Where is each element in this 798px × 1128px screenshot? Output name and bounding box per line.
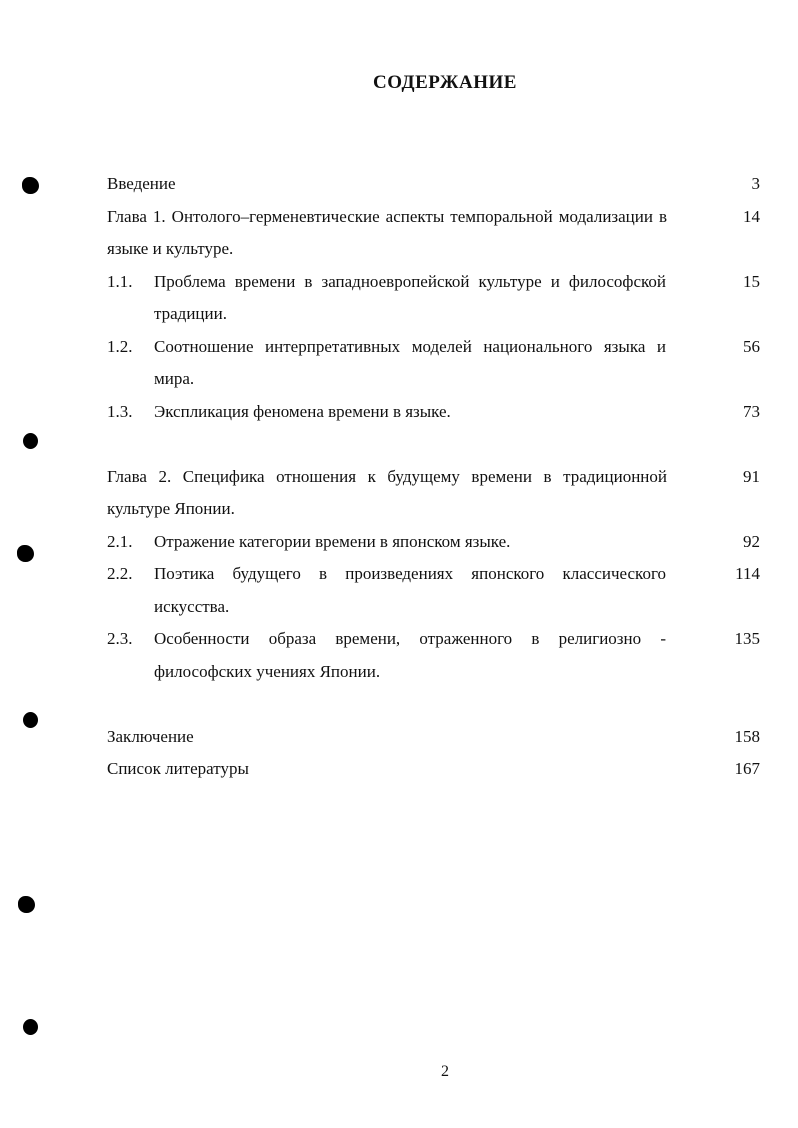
toc-entry-page: 73 — [743, 401, 760, 421]
toc-entry-text: Список литературы — [107, 759, 249, 778]
toc-entry-section-2-1 — [107, 526, 760, 559]
toc-entry-section-1-2 — [107, 331, 760, 396]
toc-entry-chapter-2 — [107, 461, 760, 526]
toc-entry-chapter-1 — [107, 201, 760, 266]
toc-entry-page: 92 — [743, 531, 760, 551]
toc-entry-number: 1.1. — [107, 271, 133, 291]
toc-entry-text: Введение — [107, 174, 176, 193]
toc-entry-number: 1.2. — [107, 336, 133, 356]
toc-entry-number: 1.3. — [107, 401, 133, 421]
toc-entry-page: 91 — [743, 466, 760, 486]
toc-entry-text: Проблема времени в западноевропейской культуре и философской традиции. — [154, 271, 666, 323]
toc-entry-number: 2.1. — [107, 531, 133, 551]
toc-entry-text: Отражение категории времени в японском языке. — [154, 531, 511, 551]
toc-entry-page: 14 — [743, 206, 760, 226]
toc-entry-text: Глава 1. Онтолого–герменевтические аспекты темпоральной модализации в языке и культуре. — [107, 206, 667, 258]
toc-entry-page: 167 — [734, 759, 760, 778]
toc-entry-page: 15 — [743, 271, 760, 291]
toc-entry-page: 56 — [743, 336, 760, 356]
toc-entry-page: 3 — [751, 174, 760, 193]
toc-entry-text: Особенности образа времени, отраженного в религиозно - философских учениях Японии. — [154, 629, 666, 681]
toc-entry-section-1-1 — [107, 266, 760, 331]
punch-hole — [23, 1019, 38, 1035]
page-number: 2 — [441, 1063, 449, 1080]
page-title: СОДЕРЖАНИЕ — [373, 72, 517, 93]
toc-entry-section-2-2 — [107, 558, 760, 623]
table-of-contents — [107, 168, 760, 786]
toc-entry-text: Экспликация феномена времени в языке. — [154, 401, 451, 421]
punch-hole — [22, 177, 39, 194]
toc-entry-section-1-3 — [107, 396, 760, 429]
toc-entry-page: 135 — [734, 629, 760, 648]
toc-entry-page: 114 — [735, 564, 760, 583]
toc-entry-text: Заключение — [107, 726, 194, 746]
punch-hole — [18, 896, 35, 913]
toc-entry-page: 158 — [734, 726, 760, 746]
toc-entry-number: 2.3. — [107, 629, 133, 648]
toc-entry-text: Поэтика будущего в произведениях японского классического искусства. — [154, 564, 666, 616]
toc-entry-references — [107, 753, 760, 786]
toc-entry-introduction — [107, 168, 760, 201]
toc-gap — [107, 688, 760, 721]
punch-hole — [23, 433, 38, 449]
toc-entry-text: Глава 2. Специфика отношения к будущему времени в традиционной культуре Японии. — [107, 466, 667, 518]
toc-entry-number: 2.2. — [107, 564, 133, 583]
punch-hole — [23, 712, 38, 728]
toc-entry-section-2-3 — [107, 623, 760, 688]
toc-entry-conclusion — [107, 721, 760, 754]
toc-entry-text: Соотношение интерпретативных моделей национального языка и мира. — [154, 336, 666, 388]
punch-hole — [17, 545, 34, 562]
toc-gap — [107, 428, 760, 461]
